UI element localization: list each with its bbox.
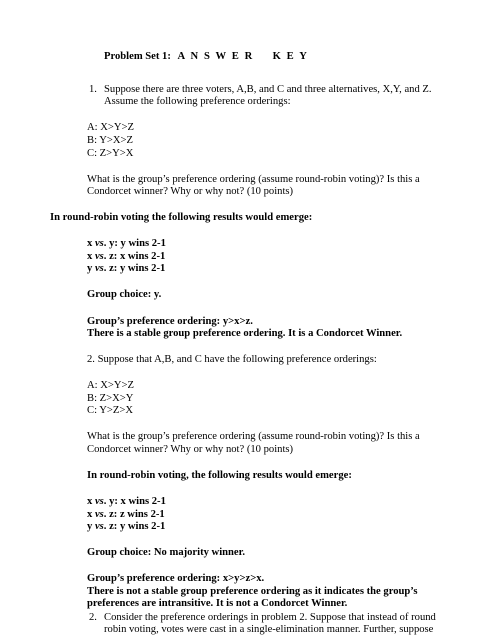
- q3-text-line1: Consider the preference orderings in problem 2. Suppose that instead of round: [104, 611, 436, 623]
- q1-ask-line1: What is the group’s preference ordering (assume round-robin voting)? Is this a: [87, 173, 420, 185]
- q1-result-yz: y vs. z: y wins 2-1: [87, 263, 166, 275]
- q3-text-line2: robin voting, votes were cast in a single-elimination manner. Further, suppose: [104, 624, 434, 636]
- q1-group-ordering: Group’s preference ordering: y>x>z.: [87, 315, 253, 327]
- header-title: Problem Set 1:: [104, 51, 171, 62]
- q1-pref-b: B: Y>X>Z: [87, 134, 133, 146]
- q2-result-xy: x vs. y: x wins 2-1: [87, 496, 166, 508]
- q2-group-ordering: Group’s preference ordering: x>y>z>x.: [87, 573, 265, 585]
- header-answer: A N S W E R: [177, 51, 254, 62]
- q1-group-choice: Group choice: y.: [87, 289, 162, 301]
- q2-result-yz: y vs. z: y wins 2-1: [87, 521, 166, 533]
- q1-pref-a: A: X>Y>Z: [87, 122, 134, 134]
- q3-number: 2.: [89, 611, 97, 623]
- header-key: K E Y: [272, 51, 309, 62]
- q2-result-xz: x vs. z: z wins 2-1: [87, 508, 165, 520]
- q1-ask-line2: Condorcet winner? Why or why not? (10 points): [87, 186, 294, 198]
- q1-intro: In round-robin voting the following results would emerge:: [50, 212, 313, 224]
- q1-text-line2: Assume the following preference orderings:: [104, 96, 291, 108]
- q2-notstable-line2: preferences are intransitive. It is not a Condorcet Winner.: [87, 598, 348, 610]
- q2-pref-c: C: Y>Z>X: [87, 405, 133, 417]
- q1-pref-c: C: Z>Y>X: [87, 147, 134, 159]
- q2-notstable-line1: There is not a stable group preference ordering as it indicates the group’s: [87, 585, 418, 597]
- page-header: [104, 50, 308, 63]
- q1-number: 1.: [89, 83, 97, 95]
- q2-pref-a: A: X>Y>Z: [87, 380, 134, 392]
- q2-text-line1: 2. Suppose that A,B, and C have the following preference orderings:: [87, 354, 377, 366]
- q2-pref-b: B: Z>X>Y: [87, 392, 134, 404]
- q2-group-choice: Group choice: No majority winner.: [87, 547, 246, 559]
- q1-result-xy: x vs. y: y wins 2-1: [87, 238, 166, 250]
- q1-stable-statement: There is a stable group preference ordering. It is a Condorcet Winner.: [87, 328, 403, 340]
- q1-result-xz: x vs. z: x wins 2-1: [87, 250, 166, 262]
- q1-text-line1: Suppose there are three voters, A,B, and C and three alternatives, X,Y, and Z.: [104, 83, 432, 95]
- q2-ask-line2: Condorcet winner? Why or why not? (10 points): [87, 443, 294, 455]
- q2-ask-line1: What is the group’s preference ordering (assume round-robin voting)? Is this a: [87, 431, 420, 443]
- q2-intro: In round-robin voting, the following results would emerge:: [87, 469, 352, 481]
